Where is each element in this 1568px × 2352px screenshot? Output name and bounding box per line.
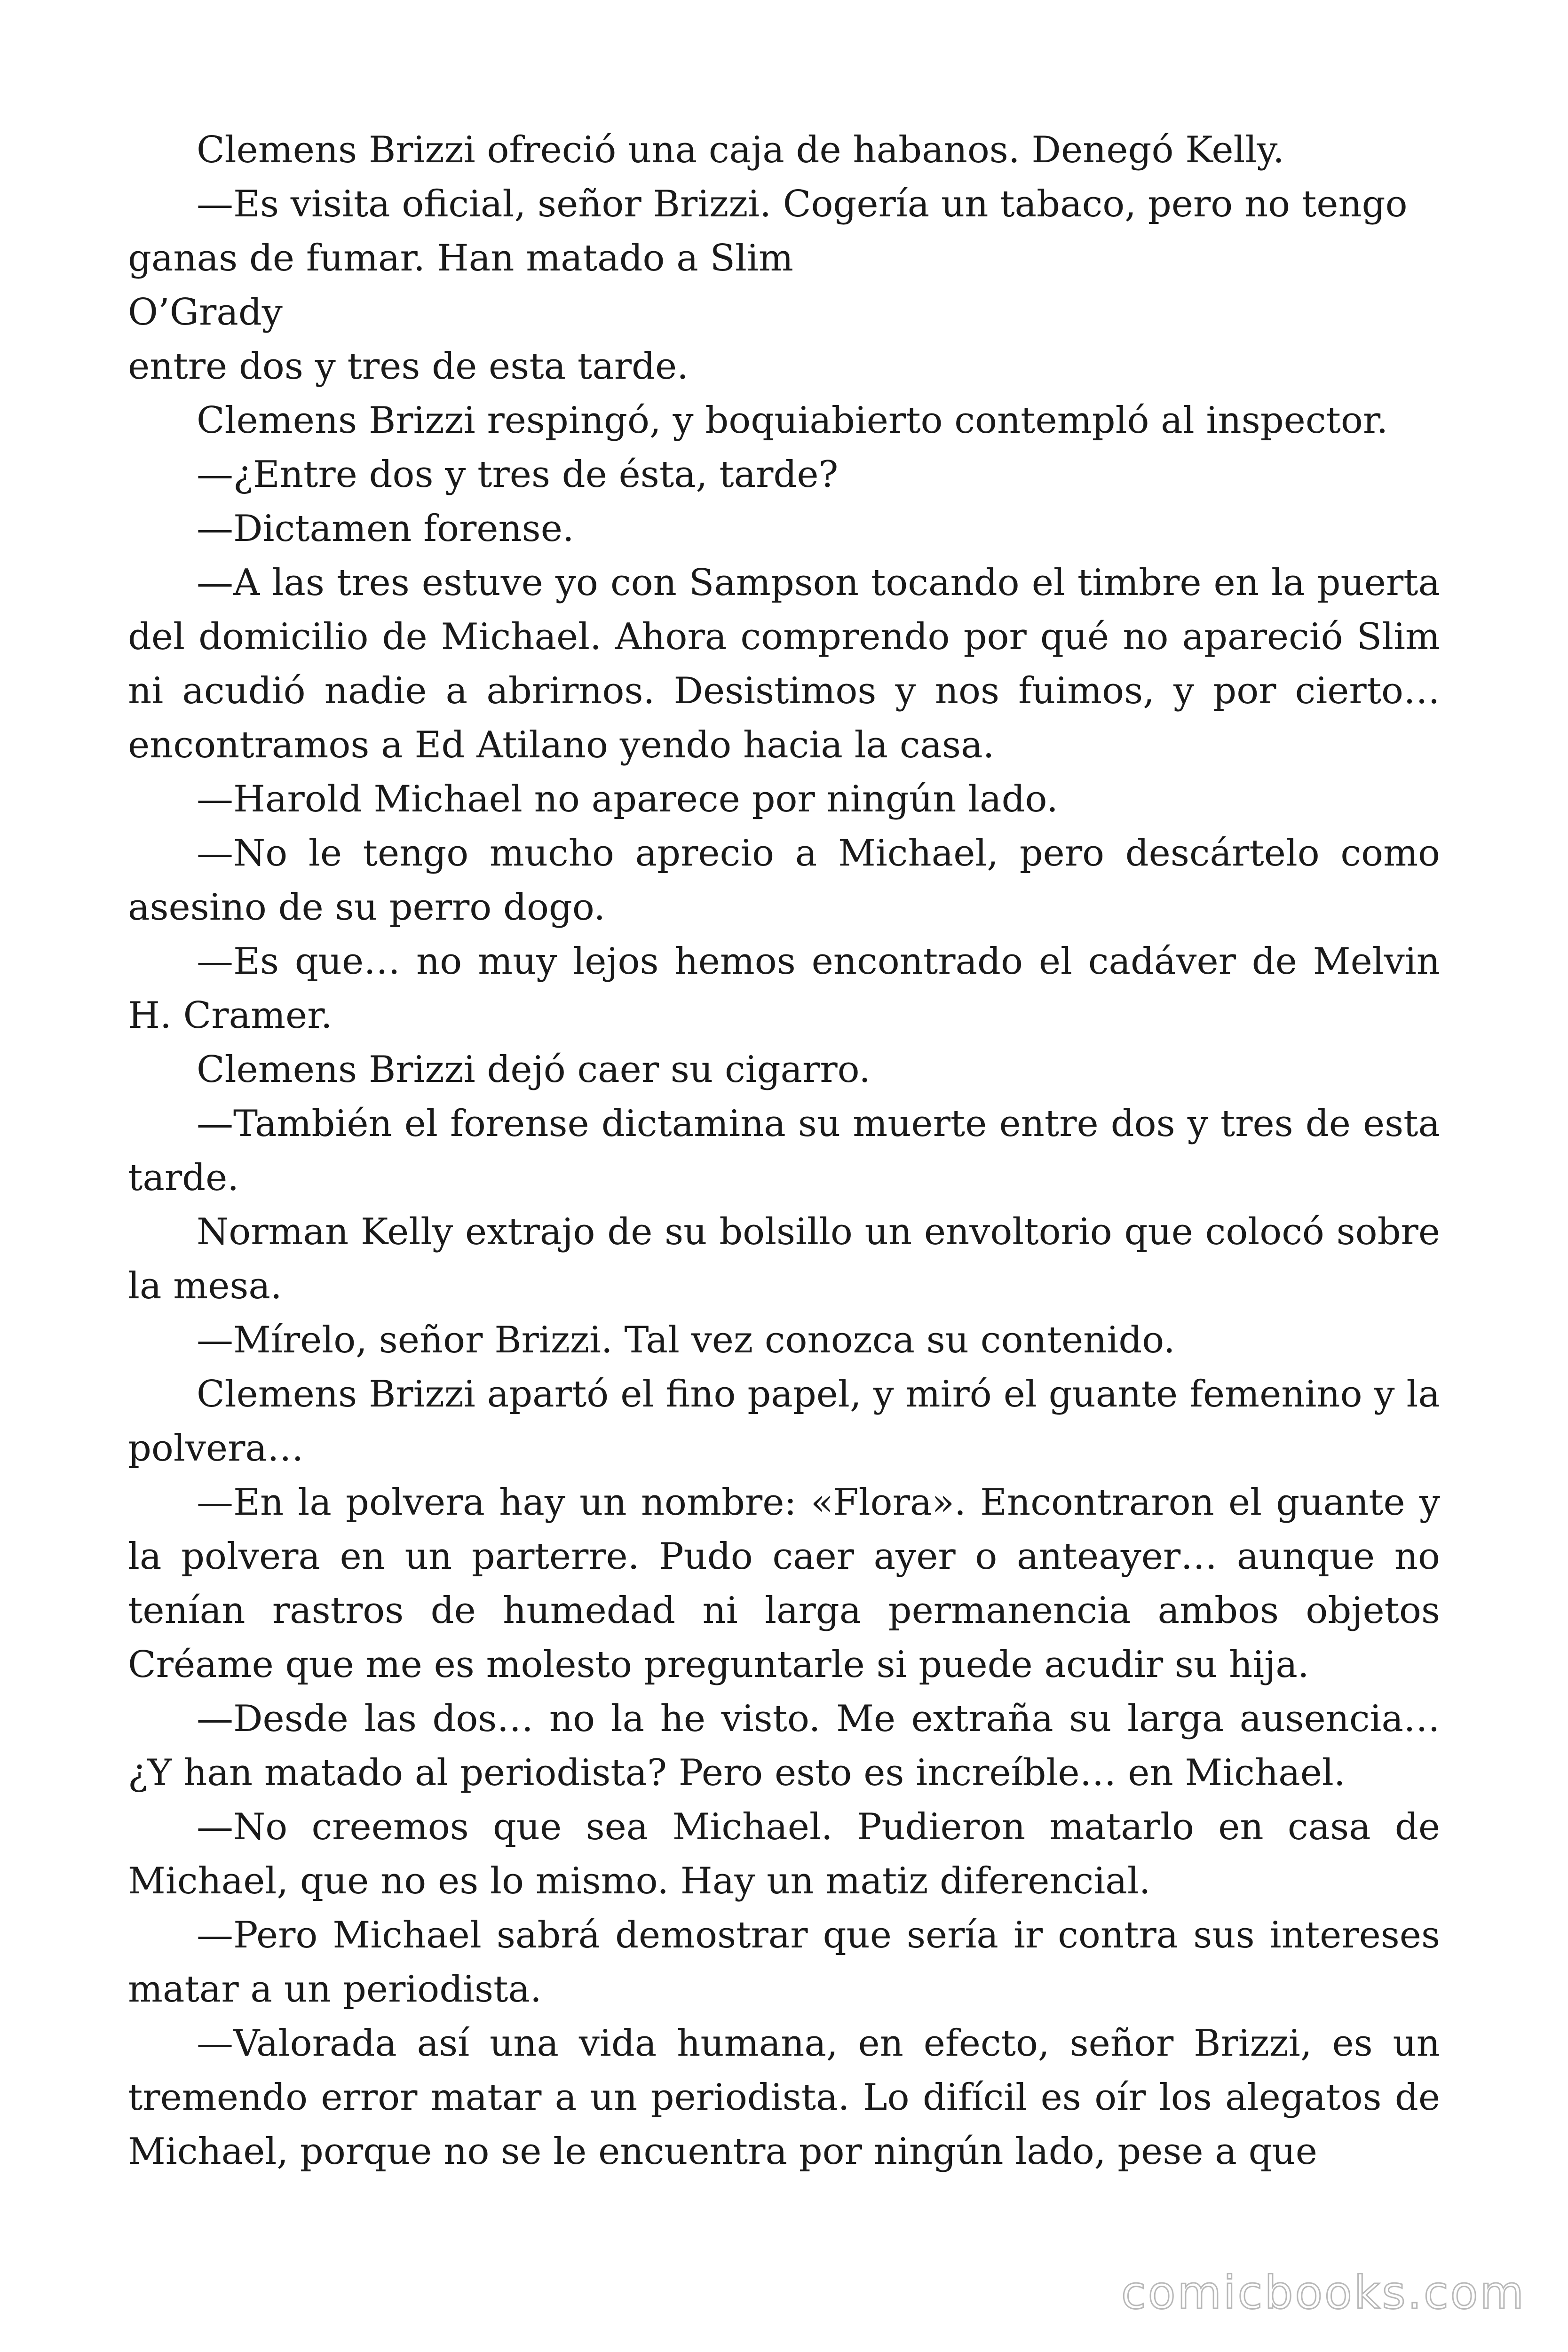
paragraph: —Es visita oficial, señor Brizzi. Cogería un tabaco, pero no tengo ganas de fumar. Han matado a Slim bbox=[128, 183, 1408, 279]
paragraph: —Valorada así una vida humana, en efecto, señor Brizzi, es un tremendo error matar a un periodista. Lo difícil es oír los alegatos de Michael, porque no se le encuentra por ningún lado, pese a que bbox=[128, 2022, 1440, 2173]
paragraph: —Harold Michael no aparece por ningún lado. bbox=[197, 778, 1058, 820]
paragraph: —No le tengo mucho aprecio a Michael, pero descártelo como asesino de su perro dogo. bbox=[128, 832, 1440, 929]
paragraph: entre dos y tres de esta tarde. bbox=[128, 345, 689, 388]
page-text bbox=[128, 123, 1440, 2179]
paragraph: O’Grady bbox=[128, 291, 283, 334]
paragraph: —En la polvera hay un nombre: «Flora». Encontraron el guante y la polvera en un parterre. Pudo caer ayer o anteayer… aunque no tenían rastros de humedad ni larga permanencia ambos objetos Créame que me es molesto preguntarle si puede acudir su hija. bbox=[128, 1481, 1440, 1686]
paragraph: —Pero Michael sabrá demostrar que sería ir contra sus intereses matar a un periodista. bbox=[128, 1914, 1440, 2010]
paragraph: —No creemos que sea Michael. Pudieron matarlo en casa de Michael, que no es lo mismo. Hay un matiz diferencial. bbox=[128, 1806, 1440, 1902]
paragraph: —¿Entre dos y tres de ésta, tarde? bbox=[197, 453, 839, 496]
paragraph: —Dictamen forense. bbox=[197, 508, 574, 550]
paragraph: —Es que… no muy lejos hemos encontrado el cadáver de Melvin H. Cramer. bbox=[128, 940, 1440, 1037]
paragraph: Clemens Brizzi ofreció una caja de habanos. Denegó Kelly. bbox=[197, 129, 1284, 171]
paragraph: —Desde las dos… no la he visto. Me extraña su larga ausencia… ¿Y han matado al periodista? Pero esto es increíble… en Michael. bbox=[128, 1698, 1440, 1794]
paragraph: Clemens Brizzi respingó, y boquiabierto contempló al inspector. bbox=[197, 399, 1388, 442]
paragraph: —También el forense dictamina su muerte entre dos y tres de esta tarde. bbox=[128, 1103, 1440, 1199]
paragraph: —A las tres estuve yo con Sampson tocando el timbre en la puerta del domicilio de Michael. Ahora comprendo por qué no apareció Slim ni acudió nadie a abrirnos. Desistimos y nos fuimos, y por cierto… encontramos a Ed Atilano yendo hacia la casa. bbox=[128, 562, 1440, 766]
paragraph: —Mírelo, señor Brizzi. Tal vez conozca su contenido. bbox=[197, 1319, 1175, 1361]
watermark: comicbooks.com bbox=[1121, 2266, 1526, 2319]
paragraph: Clemens Brizzi dejó caer su cigarro. bbox=[197, 1049, 871, 1091]
paragraph: Clemens Brizzi apartó el fino papel, y miró el guante femenino y la polvera… bbox=[128, 1373, 1440, 1470]
paragraph: Norman Kelly extrajo de su bolsillo un envoltorio que colocó sobre la mesa. bbox=[128, 1211, 1440, 1307]
